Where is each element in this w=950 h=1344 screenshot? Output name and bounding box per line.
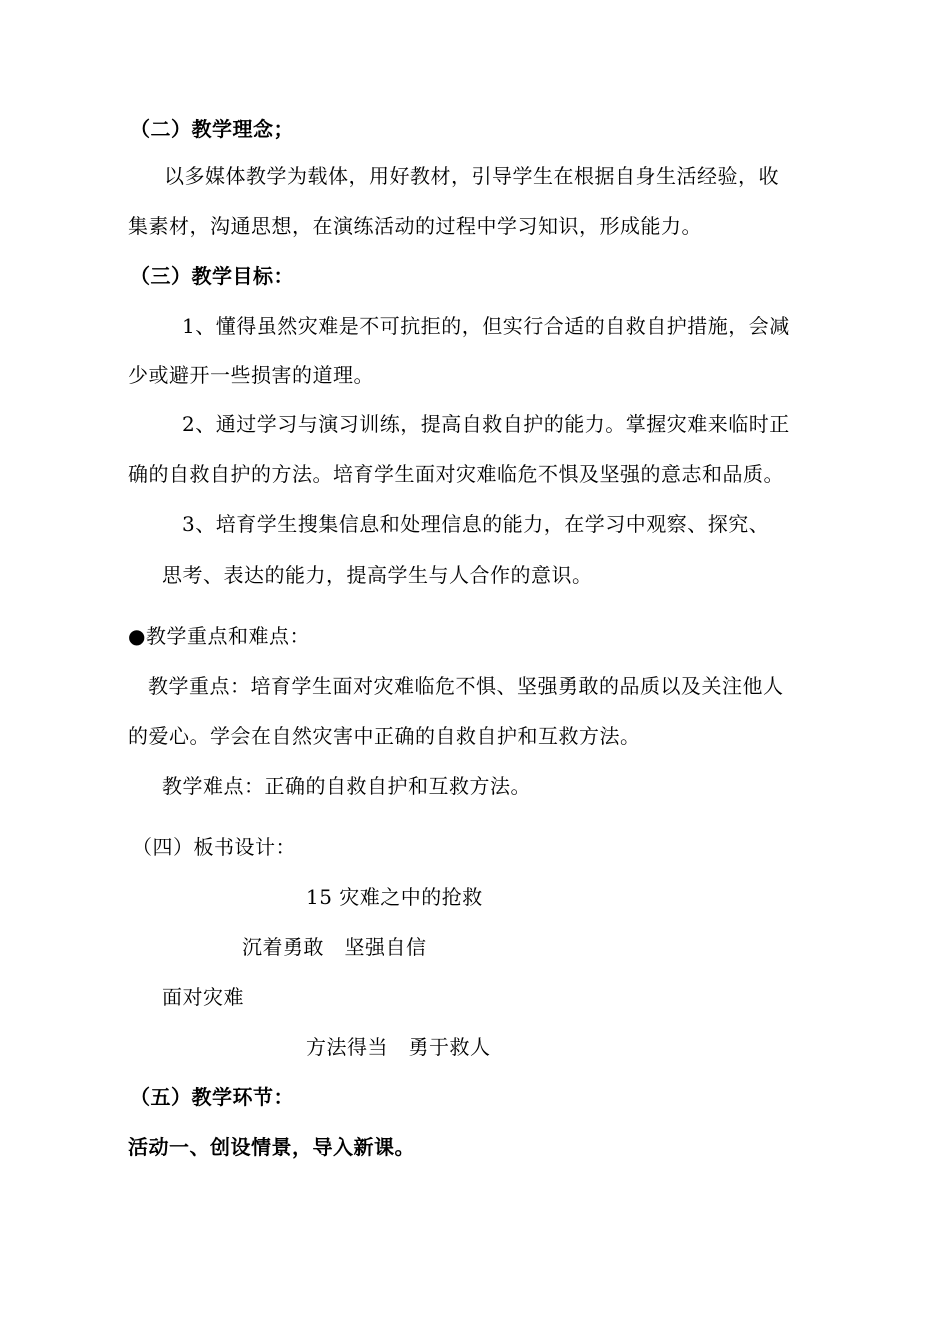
activity-1-heading: 活动一、创设情景，导入新课。 xyxy=(128,1135,415,1159)
section-heading-teaching-steps: （五）教学环节： xyxy=(130,1085,294,1109)
teaching-concept-paragraph-line-1: 以多媒体教学为载体，用好教材，引导学生在根据自身生活经验，收 xyxy=(164,164,779,188)
section-heading-board-design: （四）板书设计： xyxy=(132,835,296,859)
section-heading-teaching-concept: （二）教学理念； xyxy=(130,117,294,141)
section-heading-teaching-goals: （三）教学目标： xyxy=(130,264,294,288)
goal-2-line-2: 确的自救自护的方法。培育学生面对灾难临危不惧及坚强的意志和品质。 xyxy=(128,462,784,486)
teaching-difficulty: 教学难点：正确的自救自护和互救方法。 xyxy=(162,774,531,798)
board-row-1: 沉着勇敢 坚强自信 xyxy=(242,935,427,959)
board-row-2: 方法得当 勇于救人 xyxy=(306,1035,491,1059)
teaching-focus-line-1: 教学重点：培育学生面对灾难临危不惧、坚强勇敢的品质以及关注他人 xyxy=(148,674,784,698)
goal-3-line-1: 3、培育学生搜集信息和处理信息的能力，在学习中观察、探究、 xyxy=(182,512,770,536)
key-points-heading: ●教学重点和难点： xyxy=(128,624,310,648)
goal-3-line-2: 思考、表达的能力，提高学生与人合作的意识。 xyxy=(162,563,593,587)
goal-1-line-1: 1、懂得虽然灾难是不可抗拒的，但实行合适的自救自护措施，会减 xyxy=(182,314,790,338)
goal-1-line-2: 少或避开一些损害的道理。 xyxy=(128,363,374,387)
goal-2-line-1: 2、通过学习与演习训练，提高自救自护的能力。掌握灾难来临时正 xyxy=(182,412,790,436)
teaching-concept-paragraph-line-2: 集素材，沟通思想，在演练活动的过程中学习知识，形成能力。 xyxy=(128,214,702,238)
board-title: 15 灾难之中的抢救 xyxy=(306,885,483,909)
teaching-focus-line-2: 的爱心。学会在自然灾害中正确的自救自护和互救方法。 xyxy=(128,724,641,748)
board-center-label: 面对灾难 xyxy=(162,985,244,1009)
